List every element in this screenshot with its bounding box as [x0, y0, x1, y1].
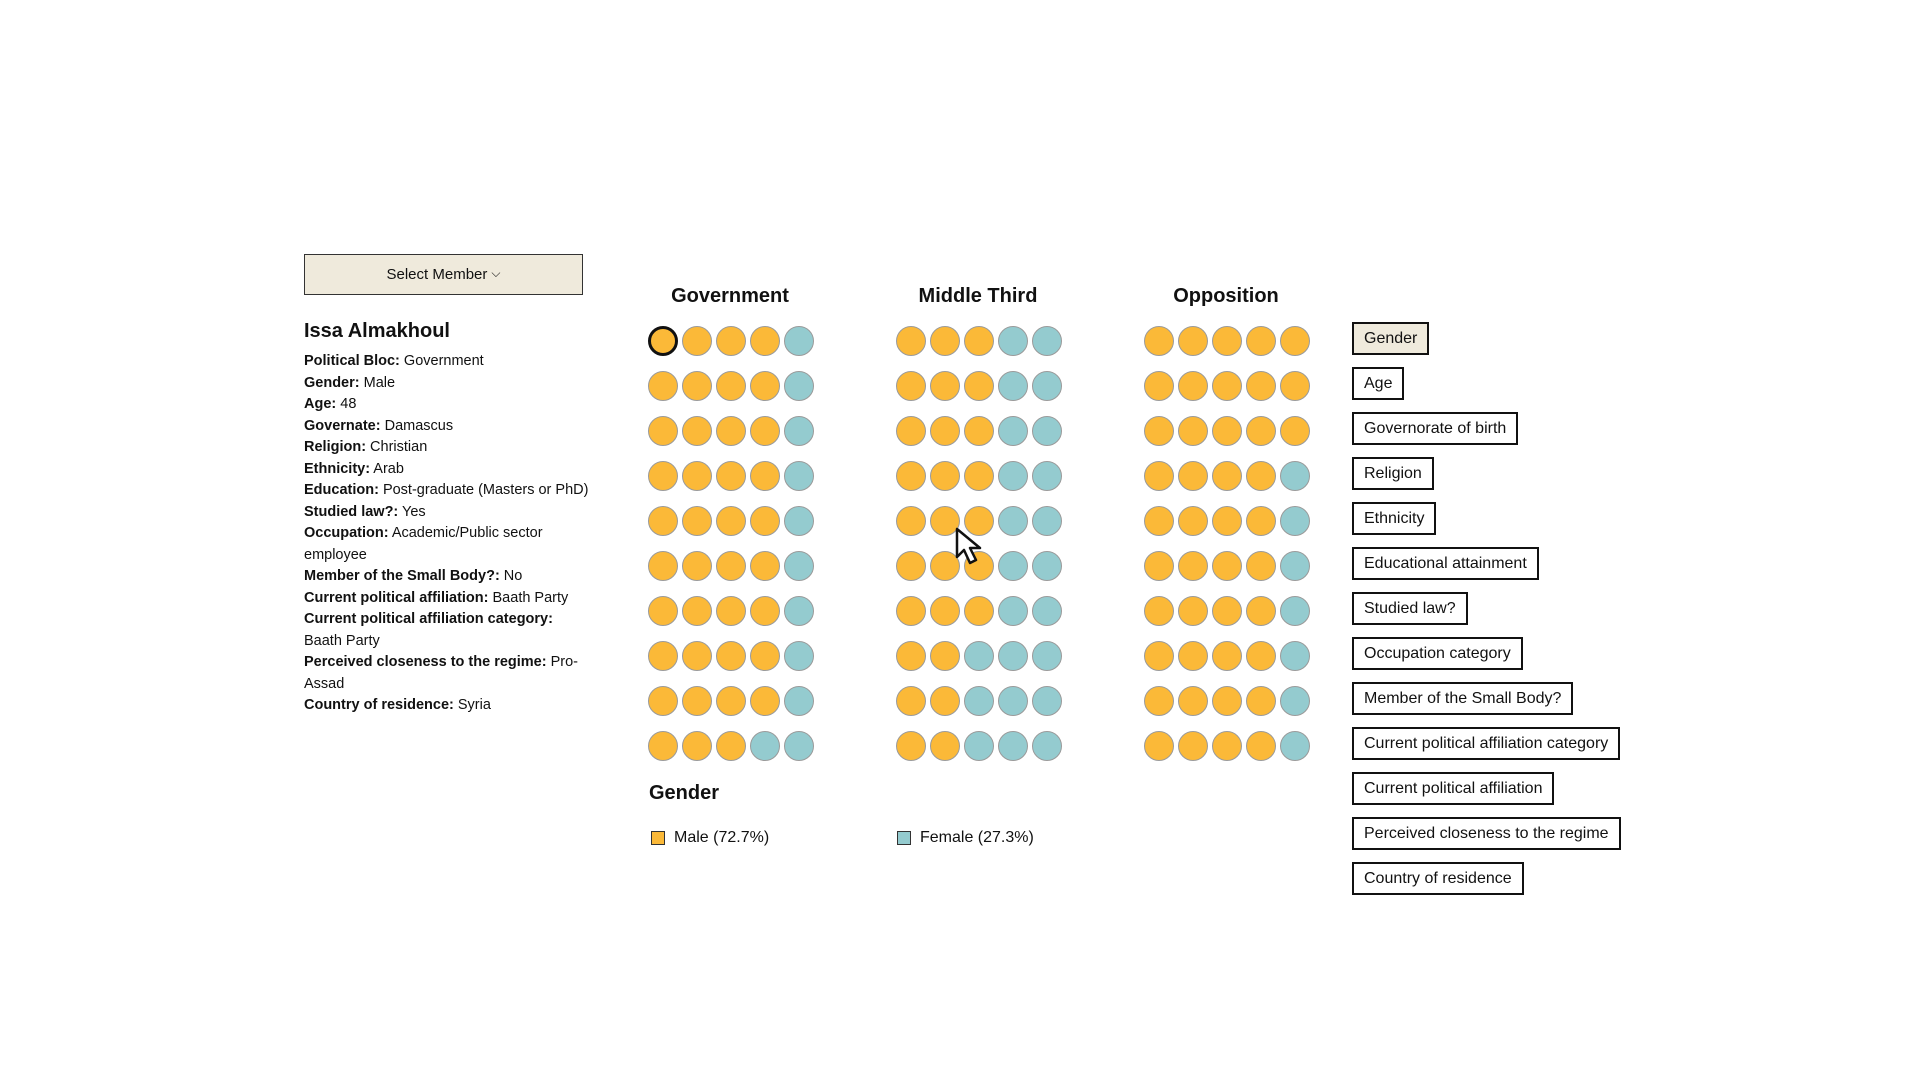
- member-dot-male[interactable]: [648, 461, 678, 491]
- member-dot-male[interactable]: [716, 551, 746, 581]
- member-dot-male[interactable]: [896, 371, 926, 401]
- member-dot-male[interactable]: [716, 506, 746, 536]
- member-dot-male[interactable]: [1178, 641, 1208, 671]
- member-dot-male[interactable]: [716, 686, 746, 716]
- member-dot-male[interactable]: [716, 371, 746, 401]
- member-dot-male[interactable]: [682, 731, 712, 761]
- member-dot-male[interactable]: [1144, 371, 1174, 401]
- member-dot-male[interactable]: [750, 326, 780, 356]
- member-dot-male[interactable]: [1212, 506, 1242, 536]
- member-dot-male[interactable]: [750, 371, 780, 401]
- attr-button-gender[interactable]: Gender: [1352, 322, 1429, 355]
- member-dot-female[interactable]: [1032, 551, 1062, 581]
- member-attribute-row: [304, 480, 594, 502]
- member-dot-female[interactable]: [998, 461, 1028, 491]
- member-dot-female[interactable]: [1032, 461, 1062, 491]
- legend-swatch-male: [651, 831, 665, 845]
- member-dot-male[interactable]: [648, 416, 678, 446]
- member-dot-male[interactable]: [1178, 461, 1208, 491]
- member-attribute-row: [304, 652, 594, 695]
- legend-label-male: Male (72.7%): [674, 829, 770, 846]
- attr-button-educational-attainment[interactable]: Educational attainment: [1352, 547, 1539, 580]
- member-dot-female[interactable]: [1280, 461, 1310, 491]
- attr-button-small-body[interactable]: Member of the Small Body?: [1352, 682, 1573, 715]
- member-dot-female[interactable]: [1280, 641, 1310, 671]
- member-dot-male[interactable]: [896, 596, 926, 626]
- member-dot-male[interactable]: [750, 596, 780, 626]
- member-attribute-label: Gender:: [304, 374, 360, 391]
- member-attribute-row: [304, 459, 594, 481]
- member-dot-female[interactable]: [784, 416, 814, 446]
- member-attribute-label: Country of residence:: [304, 697, 454, 713]
- member-dot-male[interactable]: [1212, 371, 1242, 401]
- member-attribute-label: Studied law?:: [304, 503, 399, 520]
- member-dot-male[interactable]: [716, 731, 746, 761]
- legend-item-female: [897, 829, 1034, 847]
- member-dot-female[interactable]: [1032, 416, 1062, 446]
- member-dot-male[interactable]: [896, 641, 926, 671]
- member-dot-male[interactable]: [896, 551, 926, 581]
- member-dot-male[interactable]: [1246, 641, 1276, 671]
- member-dot-male[interactable]: [1212, 641, 1242, 671]
- member-dot-male[interactable]: [896, 461, 926, 491]
- member-dot-male[interactable]: [930, 371, 960, 401]
- member-dot-male[interactable]: [750, 551, 780, 581]
- member-attribute-value: Baath Party: [304, 632, 380, 649]
- attr-button-occupation-category[interactable]: Occupation category: [1352, 637, 1523, 670]
- member-dot-male[interactable]: [750, 416, 780, 446]
- member-dot-male[interactable]: [1246, 371, 1276, 401]
- member-dot-male[interactable]: [1212, 731, 1242, 761]
- attr-button-country-of-residence[interactable]: Country of residence: [1352, 862, 1524, 895]
- member-dot-male[interactable]: [750, 686, 780, 716]
- member-dot-male[interactable]: [1246, 731, 1276, 761]
- member-attribute-row: [304, 695, 594, 717]
- attr-button-political-affiliation[interactable]: Current political affiliation: [1352, 772, 1554, 805]
- member-dot-male[interactable]: [896, 416, 926, 446]
- member-attribute-value: Syria: [453, 697, 491, 713]
- member-attribute-row: [304, 351, 594, 373]
- member-dot-male[interactable]: [930, 641, 960, 671]
- member-dot-male[interactable]: [1212, 686, 1242, 716]
- member-attribute-row: [304, 502, 594, 524]
- member-dot-female[interactable]: [1280, 731, 1310, 761]
- member-dot-male[interactable]: [648, 596, 678, 626]
- member-dot-male[interactable]: [1144, 326, 1174, 356]
- member-dot-female[interactable]: [784, 731, 814, 761]
- member-dot-male[interactable]: [1212, 461, 1242, 491]
- bloc-title-opposition: Opposition: [1173, 285, 1279, 307]
- member-dot-male[interactable]: [1246, 326, 1276, 356]
- member-attribute-row: [304, 416, 594, 438]
- member-dot-male[interactable]: [1246, 596, 1276, 626]
- attr-button-religion[interactable]: Religion: [1352, 457, 1434, 490]
- member-dot-female[interactable]: [784, 641, 814, 671]
- member-dot-female[interactable]: [998, 641, 1028, 671]
- attr-button-studied-law[interactable]: Studied law?: [1352, 592, 1468, 625]
- member-dot-female[interactable]: [998, 686, 1028, 716]
- member-dot-male[interactable]: [648, 506, 678, 536]
- member-dot-male[interactable]: [1144, 461, 1174, 491]
- member-dot-male[interactable]: [1280, 416, 1310, 446]
- member-dot-female[interactable]: [998, 416, 1028, 446]
- member-dot-female[interactable]: [998, 596, 1028, 626]
- member-dot-male[interactable]: [930, 326, 960, 356]
- attr-button-closeness-to-regime[interactable]: Perceived closeness to the regime: [1352, 817, 1621, 850]
- member-dot-male[interactable]: [1246, 416, 1276, 446]
- member-attribute-row: [304, 394, 594, 416]
- member-attribute-row: [304, 609, 594, 652]
- member-dot-female[interactable]: [964, 731, 994, 761]
- member-dot-male[interactable]: [682, 596, 712, 626]
- member-dot-male[interactable]: [964, 326, 994, 356]
- member-dot-male[interactable]: [930, 416, 960, 446]
- member-attribute-label: Occupation:: [304, 525, 389, 541]
- member-attribute-value: No: [499, 568, 523, 584]
- member-dot-male[interactable]: [1212, 326, 1242, 356]
- member-dot-male[interactable]: [1178, 596, 1208, 626]
- attr-button-ethnicity[interactable]: Ethnicity: [1352, 502, 1436, 535]
- member-dot-male[interactable]: [1212, 596, 1242, 626]
- attr-button-age[interactable]: Age: [1352, 367, 1404, 400]
- legend-title: Gender: [649, 782, 720, 804]
- member-dot-female[interactable]: [784, 686, 814, 716]
- member-dot-male[interactable]: [896, 326, 926, 356]
- member-dot-male[interactable]: [682, 461, 712, 491]
- member-dot-male[interactable]: [716, 596, 746, 626]
- member-dot-male[interactable]: [964, 416, 994, 446]
- member-dot-female[interactable]: [1032, 686, 1062, 716]
- member-dot-male[interactable]: [1178, 326, 1208, 356]
- member-dot-male[interactable]: [930, 686, 960, 716]
- member-dot-female[interactable]: [998, 326, 1028, 356]
- member-dot-female[interactable]: [784, 596, 814, 626]
- member-dot-male[interactable]: [648, 731, 678, 761]
- member-dot-male[interactable]: [682, 416, 712, 446]
- member-dot-male[interactable]: [648, 641, 678, 671]
- member-dot-male[interactable]: [682, 641, 712, 671]
- member-attribute-value: Government: [399, 353, 484, 369]
- member-dot-male[interactable]: [1178, 416, 1208, 446]
- member-dot-female[interactable]: [1280, 596, 1310, 626]
- legend-swatch-female: [897, 831, 911, 845]
- member-dot-male[interactable]: [648, 686, 678, 716]
- member-dot-female[interactable]: [784, 506, 814, 536]
- member-attribute-row: [304, 588, 594, 610]
- member-name: Issa Almakhoul: [304, 320, 450, 342]
- member-attribute-value: Damascus: [380, 417, 454, 434]
- member-dot-female[interactable]: [1280, 506, 1310, 536]
- member-attribute-row: [304, 437, 594, 459]
- legend-item-male: [651, 829, 769, 847]
- member-dot-female[interactable]: [1032, 326, 1062, 356]
- bloc-title-middle-third: Middle Third: [918, 285, 1038, 307]
- member-attribute-label: Age:: [304, 396, 337, 412]
- member-dot-male[interactable]: [750, 641, 780, 671]
- member-dot-male[interactable]: [648, 551, 678, 581]
- member-dot-male[interactable]: [716, 416, 746, 446]
- member-dot-male[interactable]: [1178, 686, 1208, 716]
- member-attribute-label: Education:: [304, 482, 379, 498]
- member-dot-male[interactable]: [896, 731, 926, 761]
- member-attribute-label: Current political affiliation category:: [304, 611, 553, 627]
- member-dot-male[interactable]: [1212, 416, 1242, 446]
- member-dot-female[interactable]: [998, 506, 1028, 536]
- member-attribute-value: Baath Party: [488, 589, 569, 606]
- member-dot-male[interactable]: [964, 596, 994, 626]
- member-dot-male[interactable]: [1280, 371, 1310, 401]
- member-dot-male[interactable]: [1144, 416, 1174, 446]
- member-dot-male[interactable]: [896, 506, 926, 536]
- member-dot-male[interactable]: [1144, 506, 1174, 536]
- member-dot-male[interactable]: [930, 731, 960, 761]
- member-dot-male[interactable]: [1144, 641, 1174, 671]
- member-dot-female[interactable]: [1032, 596, 1062, 626]
- member-dot-male[interactable]: [682, 371, 712, 401]
- member-dot-female[interactable]: [998, 371, 1028, 401]
- member-dot-male[interactable]: [716, 461, 746, 491]
- member-dot-male[interactable]: [1246, 506, 1276, 536]
- member-dot-female[interactable]: [1032, 641, 1062, 671]
- member-dot-female[interactable]: [1032, 506, 1062, 536]
- member-attribute-row: [304, 566, 594, 588]
- member-dot-female[interactable]: [750, 731, 780, 761]
- member-dot-male[interactable]: [750, 506, 780, 536]
- member-dot-male[interactable]: [964, 461, 994, 491]
- member-dot-male[interactable]: [1144, 686, 1174, 716]
- member-dot-male[interactable]: [716, 326, 746, 356]
- select-member-dropdown[interactable]: [304, 254, 583, 295]
- member-attribute-value: Male: [359, 374, 396, 391]
- member-dot-male[interactable]: [682, 686, 712, 716]
- member-dot-female[interactable]: [1280, 551, 1310, 581]
- member-dot-female[interactable]: [1032, 731, 1062, 761]
- attr-button-governorate-of-birth[interactable]: Governorate of birth: [1352, 412, 1518, 445]
- member-dot-male[interactable]: [930, 461, 960, 491]
- selected-member-dot[interactable]: [648, 326, 678, 356]
- member-attribute-label: Ethnicity:: [304, 460, 371, 477]
- member-dot-male[interactable]: [1246, 686, 1276, 716]
- member-details-panel: [304, 320, 594, 717]
- member-attribute-value: Yes: [398, 503, 426, 520]
- member-attribute-row: [304, 523, 594, 566]
- member-dot-female[interactable]: [784, 326, 814, 356]
- mouse-pointer-icon: [955, 527, 989, 567]
- member-dot-female[interactable]: [1032, 371, 1062, 401]
- member-attribute-label: Member of the Small Body?:: [304, 568, 500, 584]
- member-dot-male[interactable]: [1178, 371, 1208, 401]
- member-dot-male[interactable]: [1246, 551, 1276, 581]
- member-attribute-value: 48: [336, 396, 357, 412]
- member-dot-male[interactable]: [1178, 506, 1208, 536]
- member-dot-male[interactable]: [682, 326, 712, 356]
- member-dot-female[interactable]: [998, 551, 1028, 581]
- member-dot-male[interactable]: [1144, 551, 1174, 581]
- member-dot-female[interactable]: [784, 461, 814, 491]
- member-dot-female[interactable]: [784, 371, 814, 401]
- member-dot-male[interactable]: [1178, 551, 1208, 581]
- member-dot-female[interactable]: [1280, 686, 1310, 716]
- attr-button-political-affiliation-category[interactable]: Current political affiliation category: [1352, 727, 1620, 760]
- member-dot-male[interactable]: [1280, 326, 1310, 356]
- member-dot-male[interactable]: [716, 641, 746, 671]
- member-attribute-label: Perceived closeness to the regime:: [304, 654, 547, 670]
- member-dot-male[interactable]: [648, 371, 678, 401]
- member-attribute-label: Political Bloc:: [304, 353, 400, 369]
- legend-label-female: Female (27.3%): [920, 829, 1034, 846]
- member-attribute-row: [304, 373, 594, 395]
- member-dot-female[interactable]: [998, 731, 1028, 761]
- member-attribute-label: Governate:: [304, 417, 381, 434]
- member-dot-female[interactable]: [784, 551, 814, 581]
- chevron-down-icon: ⌵: [491, 266, 501, 280]
- member-dot-male[interactable]: [1144, 731, 1174, 761]
- member-dot-male[interactable]: [896, 686, 926, 716]
- member-attribute-list: [304, 351, 594, 717]
- member-dot-male[interactable]: [1246, 461, 1276, 491]
- bloc-title-government: Government: [671, 285, 789, 307]
- member-dot-male[interactable]: [964, 371, 994, 401]
- member-dot-male[interactable]: [682, 551, 712, 581]
- member-attribute-value: Pro-Assad: [304, 654, 578, 692]
- member-attribute-label: Current political affiliation:: [304, 589, 489, 606]
- member-attribute-value: Post-graduate (Masters or PhD): [378, 482, 589, 498]
- member-dot-female[interactable]: [964, 641, 994, 671]
- member-attribute-value: Academic/Public sector employee: [304, 525, 543, 563]
- member-dot-female[interactable]: [964, 686, 994, 716]
- member-dot-male[interactable]: [930, 596, 960, 626]
- select-member-label: Select Member: [386, 266, 488, 283]
- member-dot-male[interactable]: [1212, 551, 1242, 581]
- member-attribute-value: Arab: [370, 460, 404, 477]
- member-dot-male[interactable]: [1178, 731, 1208, 761]
- member-attribute-value: Christian: [366, 439, 428, 455]
- member-dot-male[interactable]: [750, 461, 780, 491]
- member-dot-male[interactable]: [1144, 596, 1174, 626]
- member-attribute-label: Religion:: [304, 439, 367, 455]
- member-dot-male[interactable]: [682, 506, 712, 536]
